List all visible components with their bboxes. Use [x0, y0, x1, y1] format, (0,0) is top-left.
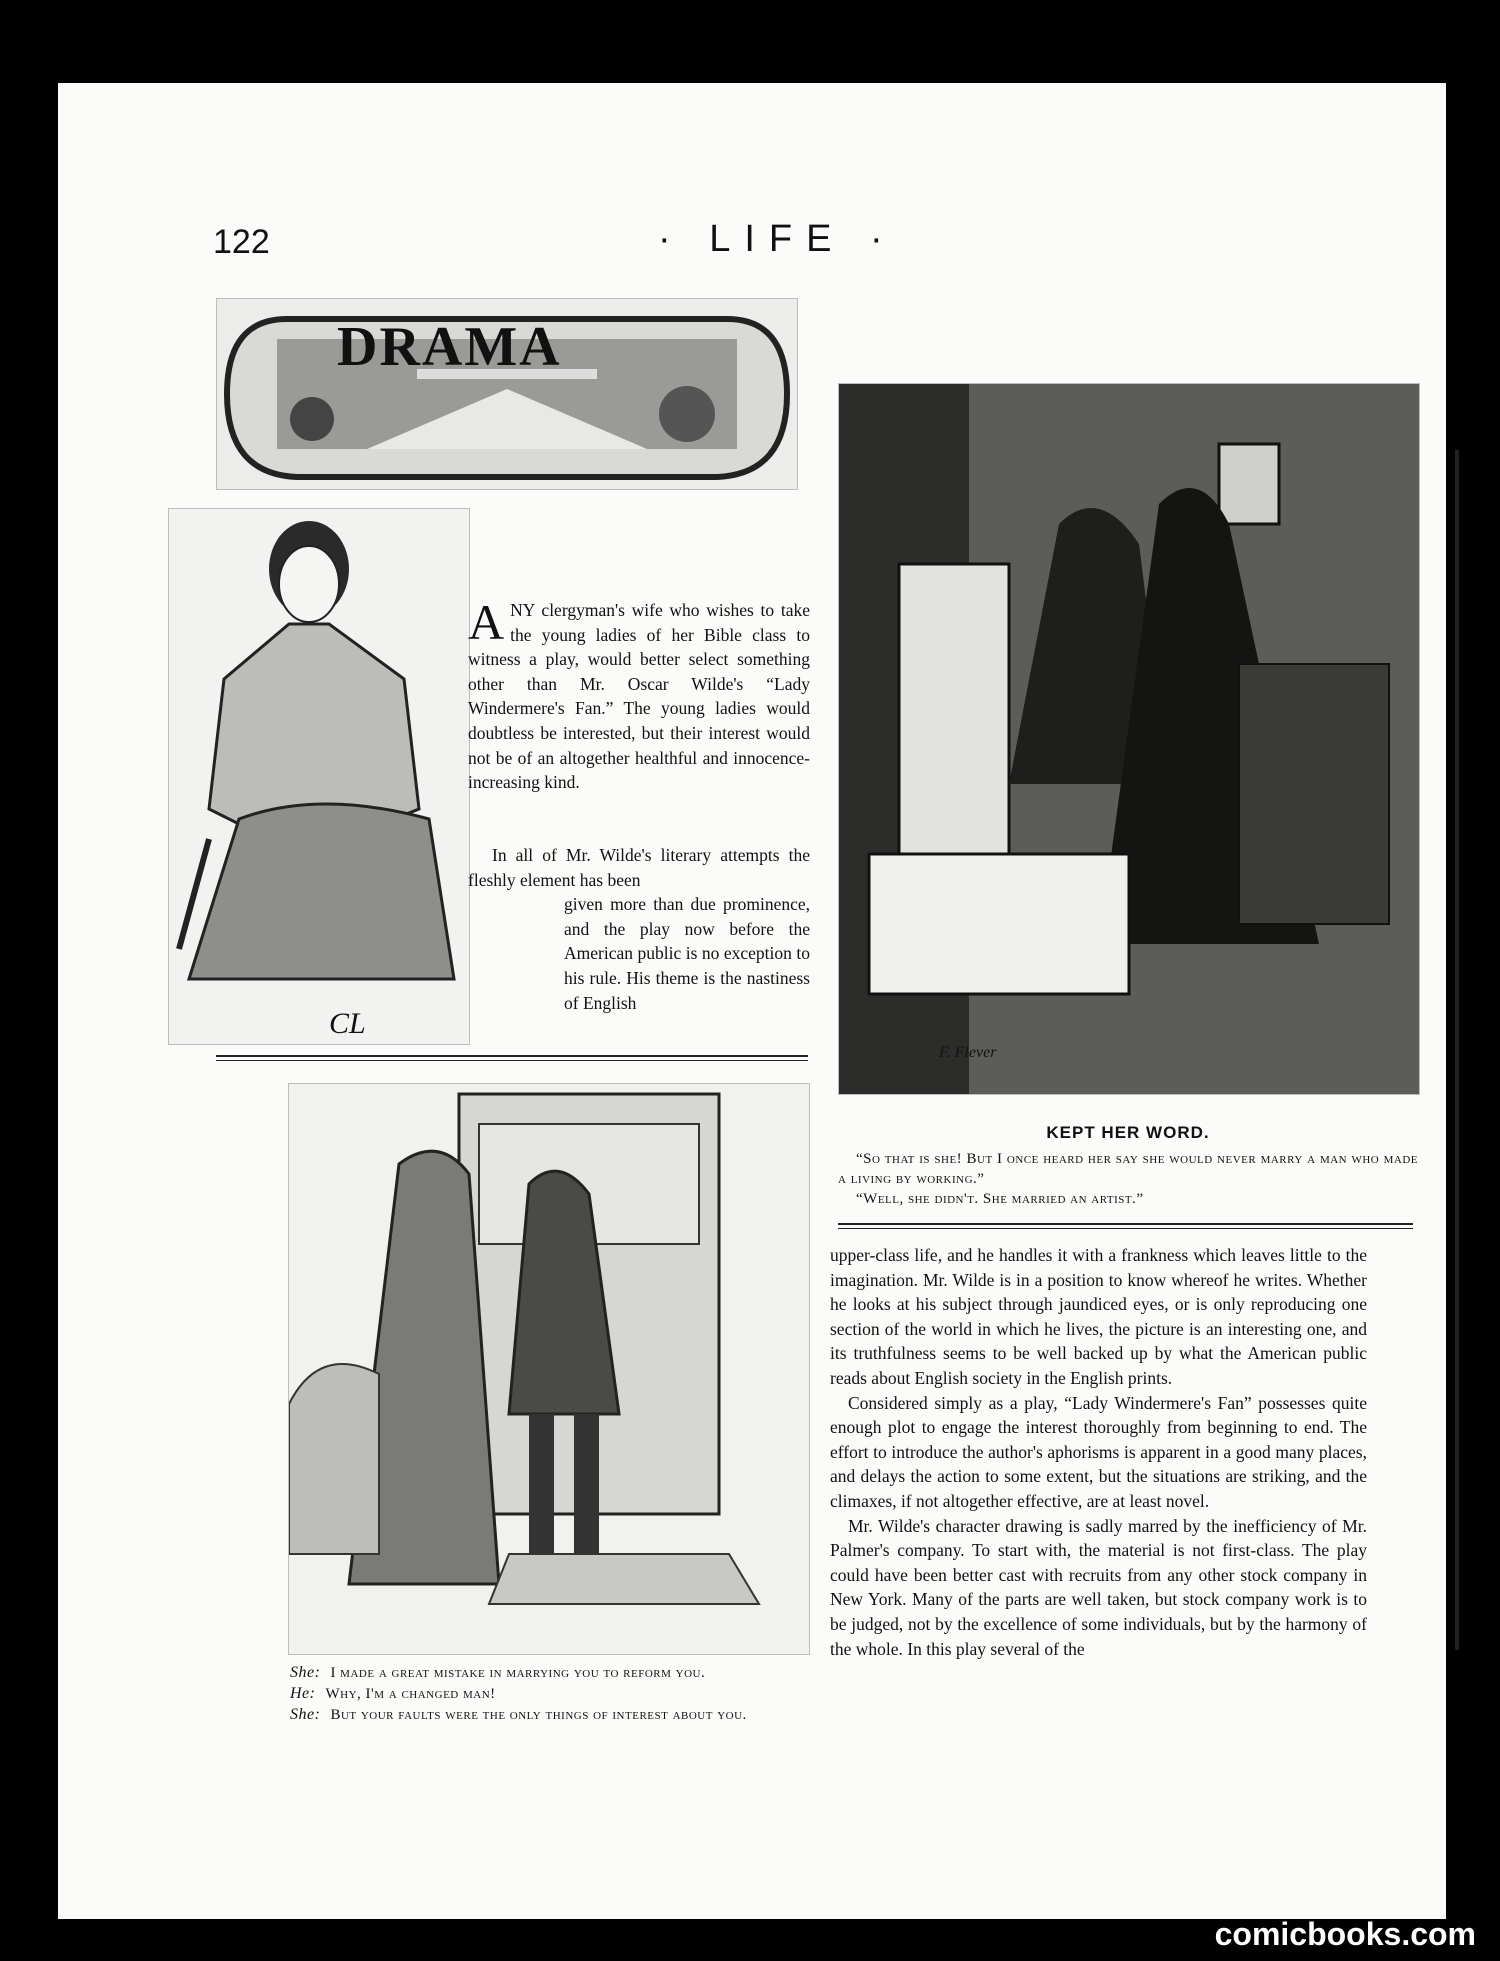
- dialogue-text: But your faults were the only things of interest about you.: [330, 1707, 747, 1723]
- dialogue-line-2: [290, 1684, 808, 1704]
- intro-text: NY clergyman's wife who wishes to take the young ladies of her Bible class to witness a play, would better select something other than Mr. Oscar Wilde's “Lady Windermere's Fan.” The young ladies would doubtless be interested, but their interest would not be of an altogether healthful and innocence-increasing kind.: [468, 600, 810, 793]
- caption-line-2: “Well, she didn't. She married an artist.”: [856, 1191, 1144, 1207]
- speaker-he: He:: [290, 1685, 316, 1702]
- dialogue-text: I made a great mistake in marrying you to reform you.: [330, 1665, 706, 1681]
- article-second-paragraph: [468, 843, 810, 1015]
- parlor-scene-illustration: [838, 383, 1420, 1095]
- cartoon-dialogue: [290, 1663, 808, 1726]
- magazine-page: [58, 83, 1446, 1919]
- woman-portrait-illustration: [168, 508, 470, 1045]
- divider-rule: [838, 1223, 1413, 1225]
- cartoon-caption-title: KEPT HER WORD.: [1046, 1123, 1210, 1142]
- drama-banner-illustration: [216, 298, 798, 490]
- second-paragraph-continued: given more than due prominence, and the play now before the American public is no exception to his rule. His theme is the nastiness of English: [564, 894, 810, 1013]
- dialogue-line-1: [290, 1663, 808, 1683]
- page-number: 122: [213, 223, 270, 261]
- illustrator-signature: CL: [329, 1007, 366, 1040]
- article-paragraph-2: Considered simply as a play, “Lady Windermere's Fan” possesses quite enough plot to engage the interest thoroughly from beginning to end. The effort to introduce the author's aphorisms is apparent in a good many places, and delays the action to some extent, but the situations are striking, and the climaxes, if not altogether effective, are at least novel.: [830, 1392, 1367, 1511]
- drop-cap: A: [468, 594, 505, 650]
- second-paragraph-start: In all of Mr. Wilde's literary attempts the fleshly element has been: [468, 845, 810, 890]
- couple-scene-illustration: [288, 1083, 810, 1655]
- divider-rule: [216, 1055, 808, 1057]
- divider-rule-thin: [216, 1060, 808, 1061]
- speaker-she: She:: [290, 1664, 321, 1681]
- masthead-title: · LIFE ·: [658, 218, 897, 260]
- speaker-she: She:: [290, 1706, 321, 1723]
- article-main-column: [830, 1243, 1367, 1661]
- cartoon-caption: [838, 1149, 1418, 1209]
- dialogue-line-3: [290, 1705, 808, 1725]
- binding-edge: [1455, 450, 1459, 1650]
- article-paragraph-1: upper-class life, and he handles it with a frankness which leaves little to the imagination. Mr. Wilde is in a position to know whereof he writes. Whether he looks at his subject through jaundiced eyes, or is only reproducing one section of the world in which he lives, the picture is an interesting one, and its truthfulness seems to be well backed up by what the American public reads about English society in the English prints.: [830, 1245, 1367, 1388]
- article-intro-paragraph: [468, 594, 810, 795]
- article-paragraph-3: Mr. Wilde's character drawing is sadly marred by the inefficiency of Mr. Palmer's company. To start with, the material is not first-class. The play could have been better cast with recruits from any other stock company in New York. Many of the parts are well taken, but stock company work is to be judged, not by the excellence of some individuals, but by the harmony of the whole. In this play several of the: [830, 1515, 1367, 1659]
- watermark: comicbooks.com: [1214, 1916, 1476, 1952]
- illustrator-signature: F. Flever: [939, 1044, 997, 1061]
- divider-rule-thin: [838, 1228, 1413, 1229]
- dialogue-text: Why, I'm a changed man!: [325, 1686, 496, 1702]
- caption-line-1: “So that is she! But I once heard her say she would never marry a man who made a living by working.”: [838, 1151, 1418, 1187]
- drama-heading: DRAMA: [337, 316, 562, 378]
